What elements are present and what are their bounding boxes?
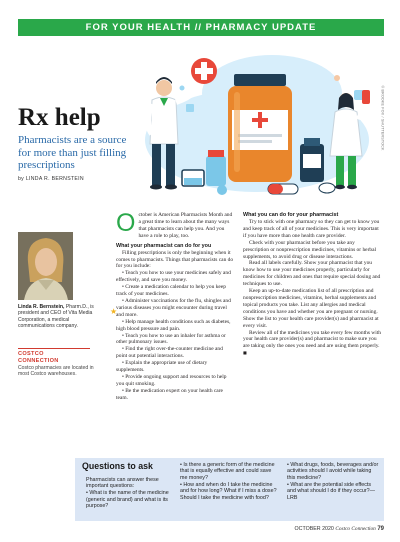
bullet-item: • Provide ongoing support and resources to help you quit smoking. <box>116 373 227 387</box>
photo-credit-text: © BROOKE FOX / SHUTTERSTOCK <box>380 85 385 151</box>
questions-column-3 <box>287 462 379 501</box>
brand-line-1: COSTCO <box>18 351 44 357</box>
drop-cap: O <box>116 209 136 237</box>
question-item: • Is there a generic form of the medicine that is equally effective and could save me money? <box>180 462 275 481</box>
brand-label <box>18 351 59 364</box>
author-photo <box>18 232 73 300</box>
bullet-item: • Find the right over-the-counter medicine and point out potential interactions. <box>116 346 223 360</box>
article-subtitle: Pharmacists are a source for more than just filling prescriptions <box>18 134 127 171</box>
question-item: • What are the potential side effects and what should I do if they occur?—LRB <box>287 481 375 501</box>
body-paragraph: Filling prescriptions is only the beginning when it comes to pharmacists. Things that pharmacists can do for you include: <box>116 249 234 270</box>
bullet-item: • Explain the appropriate use of dietary supplements. <box>116 360 208 374</box>
article-title: Rx help <box>18 104 101 131</box>
last-paragraph-text: Review all of the medicines you take every few months with your health care provider(s) and pharmacist to make sure you are taking only the ones you need and are using them properly. <box>243 329 381 350</box>
question-item: • What is the name of the medicine (generic and brand) and what is its purpose? <box>86 490 169 510</box>
author-name: Linda R. Bernstein, <box>18 304 65 310</box>
brand-line-2: CONNECTION <box>18 357 59 364</box>
page-footer <box>295 526 384 532</box>
brand-rule <box>18 348 90 349</box>
questions-column-2 <box>180 462 280 501</box>
intro-paragraph: ctober is American Pharmacists Month and a great time to learn about the many ways that pharmacists can help you. And you have a role to play, too. <box>138 212 233 239</box>
questions-column-1 <box>86 477 174 510</box>
pharmacy-illustration <box>122 48 384 200</box>
section-banner-text: FOR YOUR HEALTH // PHARMACY UPDATE <box>85 22 317 33</box>
section-heading: What your pharmacist can do for you <box>116 242 212 249</box>
body-paragraph: Try to stick with one pharmacy so they can get to know you and keep track of all of your medicines. This is very important if you have more than one health care provider. <box>243 219 380 239</box>
author-bio <box>18 304 103 330</box>
question-item: • How and when do I take the medicine and for how long? What if I miss a dose? Should I take the medicine with food? <box>180 481 277 501</box>
article-column-1 <box>116 209 234 402</box>
photo-credit <box>378 85 385 193</box>
section-heading: What you can do for your pharmacist <box>243 212 339 218</box>
bullet-item: • Help manage health conditions such as diabetes, high blood pressure and pain. <box>116 318 231 332</box>
star-icon: ★ <box>110 307 118 316</box>
bullet-item: • Teach you how to use an inhaler for asthma or other pulmonary issues. <box>116 332 226 346</box>
questions-title: Questions to ask <box>82 461 153 471</box>
body-paragraph <box>243 330 381 358</box>
byline: by LINDA R. BERNSTEIN <box>18 176 84 182</box>
footer-publication: Costco Connection <box>335 526 376 532</box>
question-item: • What drugs, foods, beverages and/or activities should I avoid while taking this medicine? <box>287 462 379 481</box>
bullet-item: • Create a medication calendar to help you keep track of your medicines. <box>116 284 226 298</box>
page-number: 79 <box>377 526 384 532</box>
bullet-item: • Administer vaccinations for the flu, shingles and various diseases you might encounter during travel and more. <box>116 297 231 318</box>
article-column-2 <box>243 212 381 357</box>
bullet-item: • Be the medication expert on your health care team. <box>116 387 223 401</box>
body-paragraph: Read all labels carefully. Show your pharmacist that you know how to use your medicines properly, particularly for medicines for children and ones that require special dosing and techniques to use. <box>243 260 381 288</box>
bullet-item: • Teach you how to use your medicines safely and effectively, and save you money. <box>116 270 231 284</box>
body-paragraph: Keep an up-to-date medication list of all prescription and nonprescription medicines, vitamins, herbal supplements and topical products you take. List any allergies and medical conditions you have and whether you are pregnant or nursing. Show the list to your health care provider(s) and pharmacist at every visit. <box>243 288 379 329</box>
brand-note: Costco pharmacies are located in most Costco warehouses. <box>18 365 94 378</box>
author-bio-text: Pharm.D., is president and CEO of Vita Media Corporation, a medical communications company. <box>18 304 94 330</box>
end-mark-icon: ■ <box>243 350 247 356</box>
section-banner <box>18 19 384 36</box>
question-item: Pharmacists can answer these important questions: <box>86 477 159 490</box>
medical-cross-icon <box>191 58 217 84</box>
footer-date: OCTOBER 2020 <box>294 526 334 532</box>
body-paragraph: Check with your pharmacist before you take any prescription or nonprescription medicines, vitamins or herbal supplements, to avoid drug or disease interactions. <box>243 239 377 260</box>
